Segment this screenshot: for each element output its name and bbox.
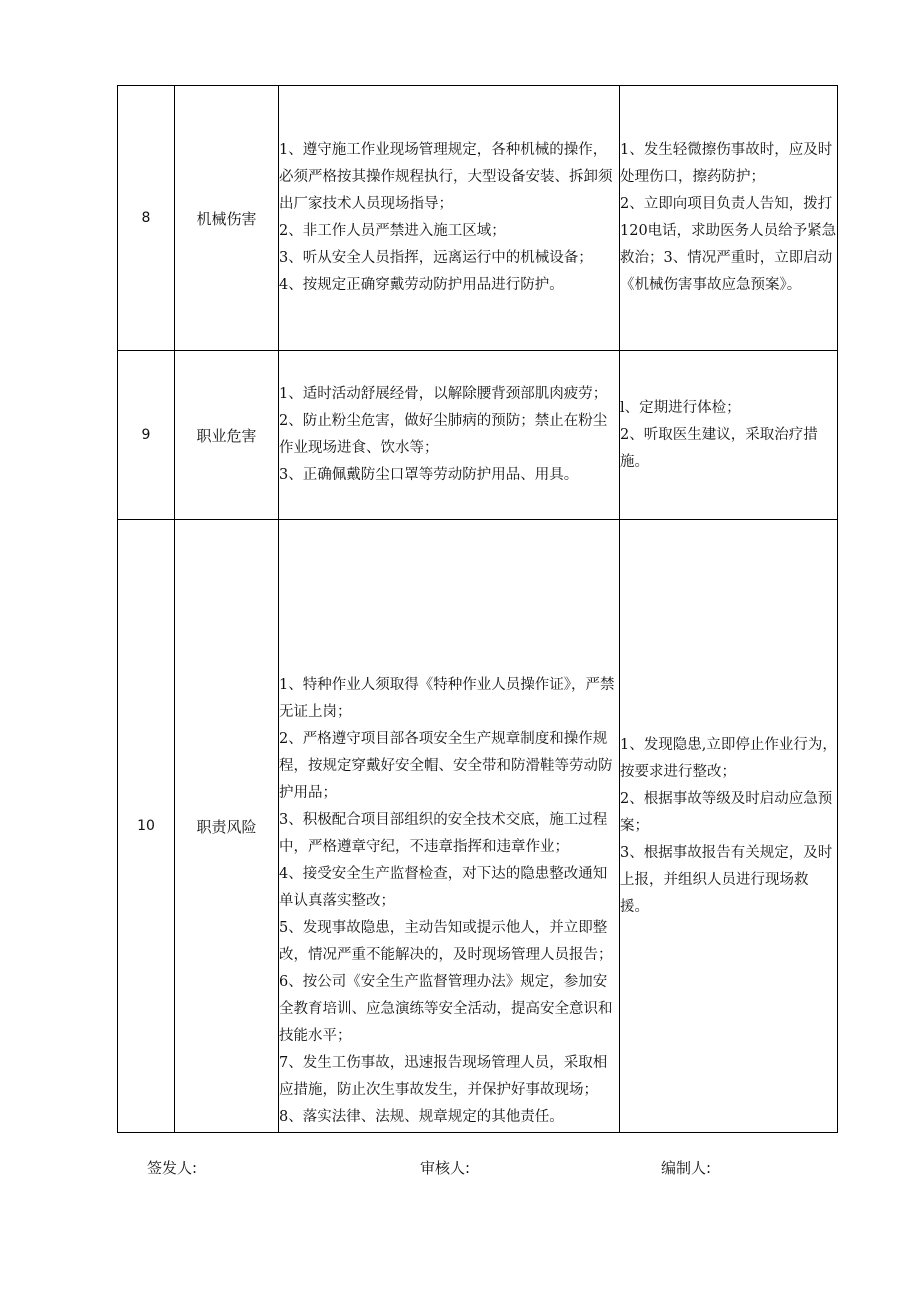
measure-item: 1、遵守施工作业现场管理规定，各种机械的操作，必须严格按其操作规程执行，大型设备安装、拆卸须出厂家技术人员现场指导； bbox=[279, 142, 613, 212]
response-item: l、定期进行体检； bbox=[620, 399, 741, 416]
table-row bbox=[118, 520, 838, 1133]
prevention-measures bbox=[279, 351, 620, 520]
table-row bbox=[118, 86, 838, 351]
response-item: 1、发现隐患,立即停止作业行为，按要求进行整改； bbox=[620, 736, 837, 780]
response-item: 2、听取医生建议，采取治疗措施。 bbox=[620, 426, 818, 470]
measure-item: 3、正确佩戴防尘口罩等劳动防护用品、用具。 bbox=[279, 467, 579, 483]
measure-item: 6、按公司《安全生产监督管理办法》规定，参加安全教育培训、应急演练等安全活动，提高安全意识和技能水平； bbox=[279, 974, 613, 1044]
hazard-name: 机械伤害 bbox=[175, 86, 279, 351]
measure-item: 8、落实法律、法规、规章规定的其他责任。 bbox=[279, 1109, 564, 1125]
measure-item: 2、防止粉尘危害，做好尘肺病的预防；禁止在粉尘作业现场进食、饮水等； bbox=[279, 413, 608, 456]
hazard-name: 职业危害 bbox=[175, 351, 279, 520]
measure-item: 1、特种作业人须取得《特种作业人员操作证》，严禁无证上岗； bbox=[279, 677, 615, 720]
issuer-signature-label: 签发人: bbox=[147, 1159, 198, 1177]
emergency-response bbox=[620, 520, 838, 1133]
emergency-response bbox=[620, 351, 838, 520]
response-item: 2、立即向项目负责人告知，拨打120电话，求助医务人员给予紧急救治；3、情况严重时，立即启动《机械伤害事故应急预案》。 bbox=[620, 196, 837, 293]
row-number: 8 bbox=[118, 86, 175, 351]
hazard-name: 职责风险 bbox=[175, 520, 279, 1133]
compiler-signature-label: 编制人: bbox=[661, 1159, 712, 1177]
measure-item: 2、非工作人员严禁进入施工区域； bbox=[279, 223, 506, 239]
measure-item: 4、按规定正确穿戴劳动防护用品进行防护。 bbox=[279, 277, 564, 293]
measure-item: 1、适时活动舒展经骨，以解除腰背颈部肌肉疲劳； bbox=[279, 386, 608, 402]
measure-item: 5、发现事故隐患，主动告知或提示他人，并立即整改，情况严重不能解决的，及时现场管理人员报告； bbox=[279, 920, 613, 963]
measure-item: 7、发生工伤事故，迅速报告现场管理人员，采取相应措施，防止次生事故发生，并保护好事故现场； bbox=[279, 1055, 608, 1098]
prevention-measures bbox=[279, 86, 620, 351]
response-item: 3、根据事故报告有关规定，及时上报，并组织人员进行现场救援。 bbox=[620, 844, 833, 915]
response-item: 2、根据事故等级及时启动应急预案； bbox=[620, 790, 833, 834]
response-item: 1、发生轻微擦伤事故时，应及时处理伤口，擦药防护； bbox=[620, 142, 833, 185]
row-number: 9 bbox=[118, 351, 175, 520]
prevention-measures bbox=[279, 520, 620, 1133]
row-number: 10 bbox=[118, 520, 175, 1133]
measure-item: 2、严格遵守项目部各项安全生产规章制度和操作规程，按规定穿戴好安全帽、安全带和防滑鞋等劳动防护用品； bbox=[279, 731, 613, 801]
risk-table bbox=[117, 85, 838, 1133]
measure-item: 4、接受安全生产监督检查，对下达的隐患整改通知单认真落实整改； bbox=[279, 866, 608, 909]
emergency-response bbox=[620, 86, 838, 351]
measure-item: 3、听从安全人员指挥，远离运行中的机械设备； bbox=[279, 250, 593, 266]
measure-item: 3、积极配合项目部组织的安全技术交底，施工过程中，严格遵章守纪，不违章指挥和违章作业； bbox=[279, 812, 608, 855]
table-row bbox=[118, 351, 838, 520]
reviewer-signature-label: 审核人: bbox=[420, 1159, 471, 1177]
